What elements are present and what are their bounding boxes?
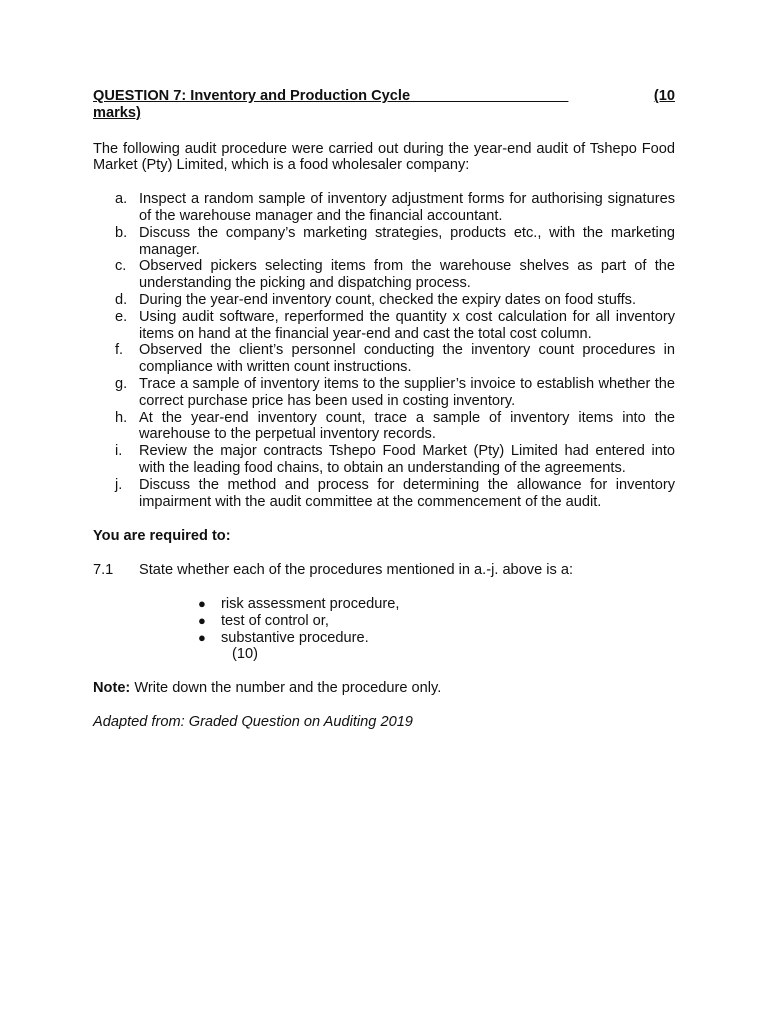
list-item-letter: d. [115,291,128,308]
intro-paragraph: The following audit procedure were carried out during the year-end audit of Tshepo Food Market (Pty) Limited, which is a food wholesaler company: [93,140,675,174]
list-item-text: At the year-end inventory count, trace a sample of inventory items into the warehouse to the perpetual inventory records. [139,409,675,443]
question-marks-end: marks) [93,104,141,121]
sub-question-number: 7.1 [93,562,114,579]
list-item [93,225,675,259]
list-item [93,292,675,309]
list-item [93,342,675,376]
sub-question-text: State whether each of the procedures mentioned in a.-j. above is a: [139,562,574,579]
option-text: risk assessment procedure, [221,595,400,612]
list-item-text: Observed pickers selecting items from the warehouse shelves as part of the understanding the picking and dispatching process. [139,258,675,292]
list-item-letter: a. [115,191,128,208]
sub-question [93,562,675,579]
procedure-list [93,191,675,510]
list-item [93,477,675,511]
list-item [93,410,675,444]
list-item [93,443,675,477]
list-item-letter: b. [115,224,128,241]
list-item [198,596,675,613]
list-item-letter: h. [115,409,128,426]
list-item [93,309,675,343]
note [93,680,675,697]
list-item [93,258,675,292]
question-title [93,88,675,122]
list-item-text: During the year-end inventory count, checked the expiry dates on food stuffs. [139,291,637,308]
bullet-icon: ● [198,595,206,611]
list-item-text: Review the major contracts Tshepo Food Market (Pty) Limited had entered into with the leading food chains, to obtain an understanding of the agreements. [139,443,675,476]
question-marks-start: (10 [653,88,675,104]
bullet-icon: ● [198,612,206,628]
option-text: substantive procedure. [221,629,369,646]
list-item-text: Discuss the method and process for determining the allowance for inventory impairment with the audit committee at the commencement of the audit. [139,476,675,510]
list-item-text: Observed the client’s personnel conducting the inventory count procedures in compliance with written count instructions. [139,342,675,376]
list-item-letter: c. [115,258,127,275]
list-item-text: Inspect a random sample of inventory adjustment forms for authorising signatures of the warehouse manager and the financial accountant. [139,191,675,224]
list-item-letter: e. [115,308,128,325]
note-text: Write down the number and the procedure only. [130,680,442,697]
list-item [198,613,675,630]
note-label: Note: [93,680,131,697]
list-item [93,376,675,410]
list-item-text: Discuss the company’s marketing strategies, products etc., with the marketing manager. [139,224,675,258]
list-item-text: Using audit software, reperformed the quantity x cost calculation for all inventory items on hand at the financial year-end and cast the total cost column. [139,308,675,342]
list-item-letter: g. [115,375,128,392]
document-page [93,88,675,731]
bullet-icon: ● [198,629,206,645]
option-text: test of control or, [221,612,329,629]
list-item [198,630,675,647]
list-item-text: Trace a sample of inventory items to the supplier’s invoice to establish whether the correct purchase price has been used in costing inventory. [139,375,675,409]
required-heading: You are required to: [93,528,231,545]
list-item-letter: j. [115,476,123,493]
source-citation: Adapted from: Graded Question on Auditing 2019 [93,713,413,730]
question-title-text: QUESTION 7: Inventory and Production Cycle ___________________ [93,88,569,104]
option-list [93,596,675,646]
list-item-letter: i. [115,443,123,460]
list-item [93,191,675,225]
marks-label: (10) [232,646,258,663]
list-item-letter: f. [115,342,124,359]
